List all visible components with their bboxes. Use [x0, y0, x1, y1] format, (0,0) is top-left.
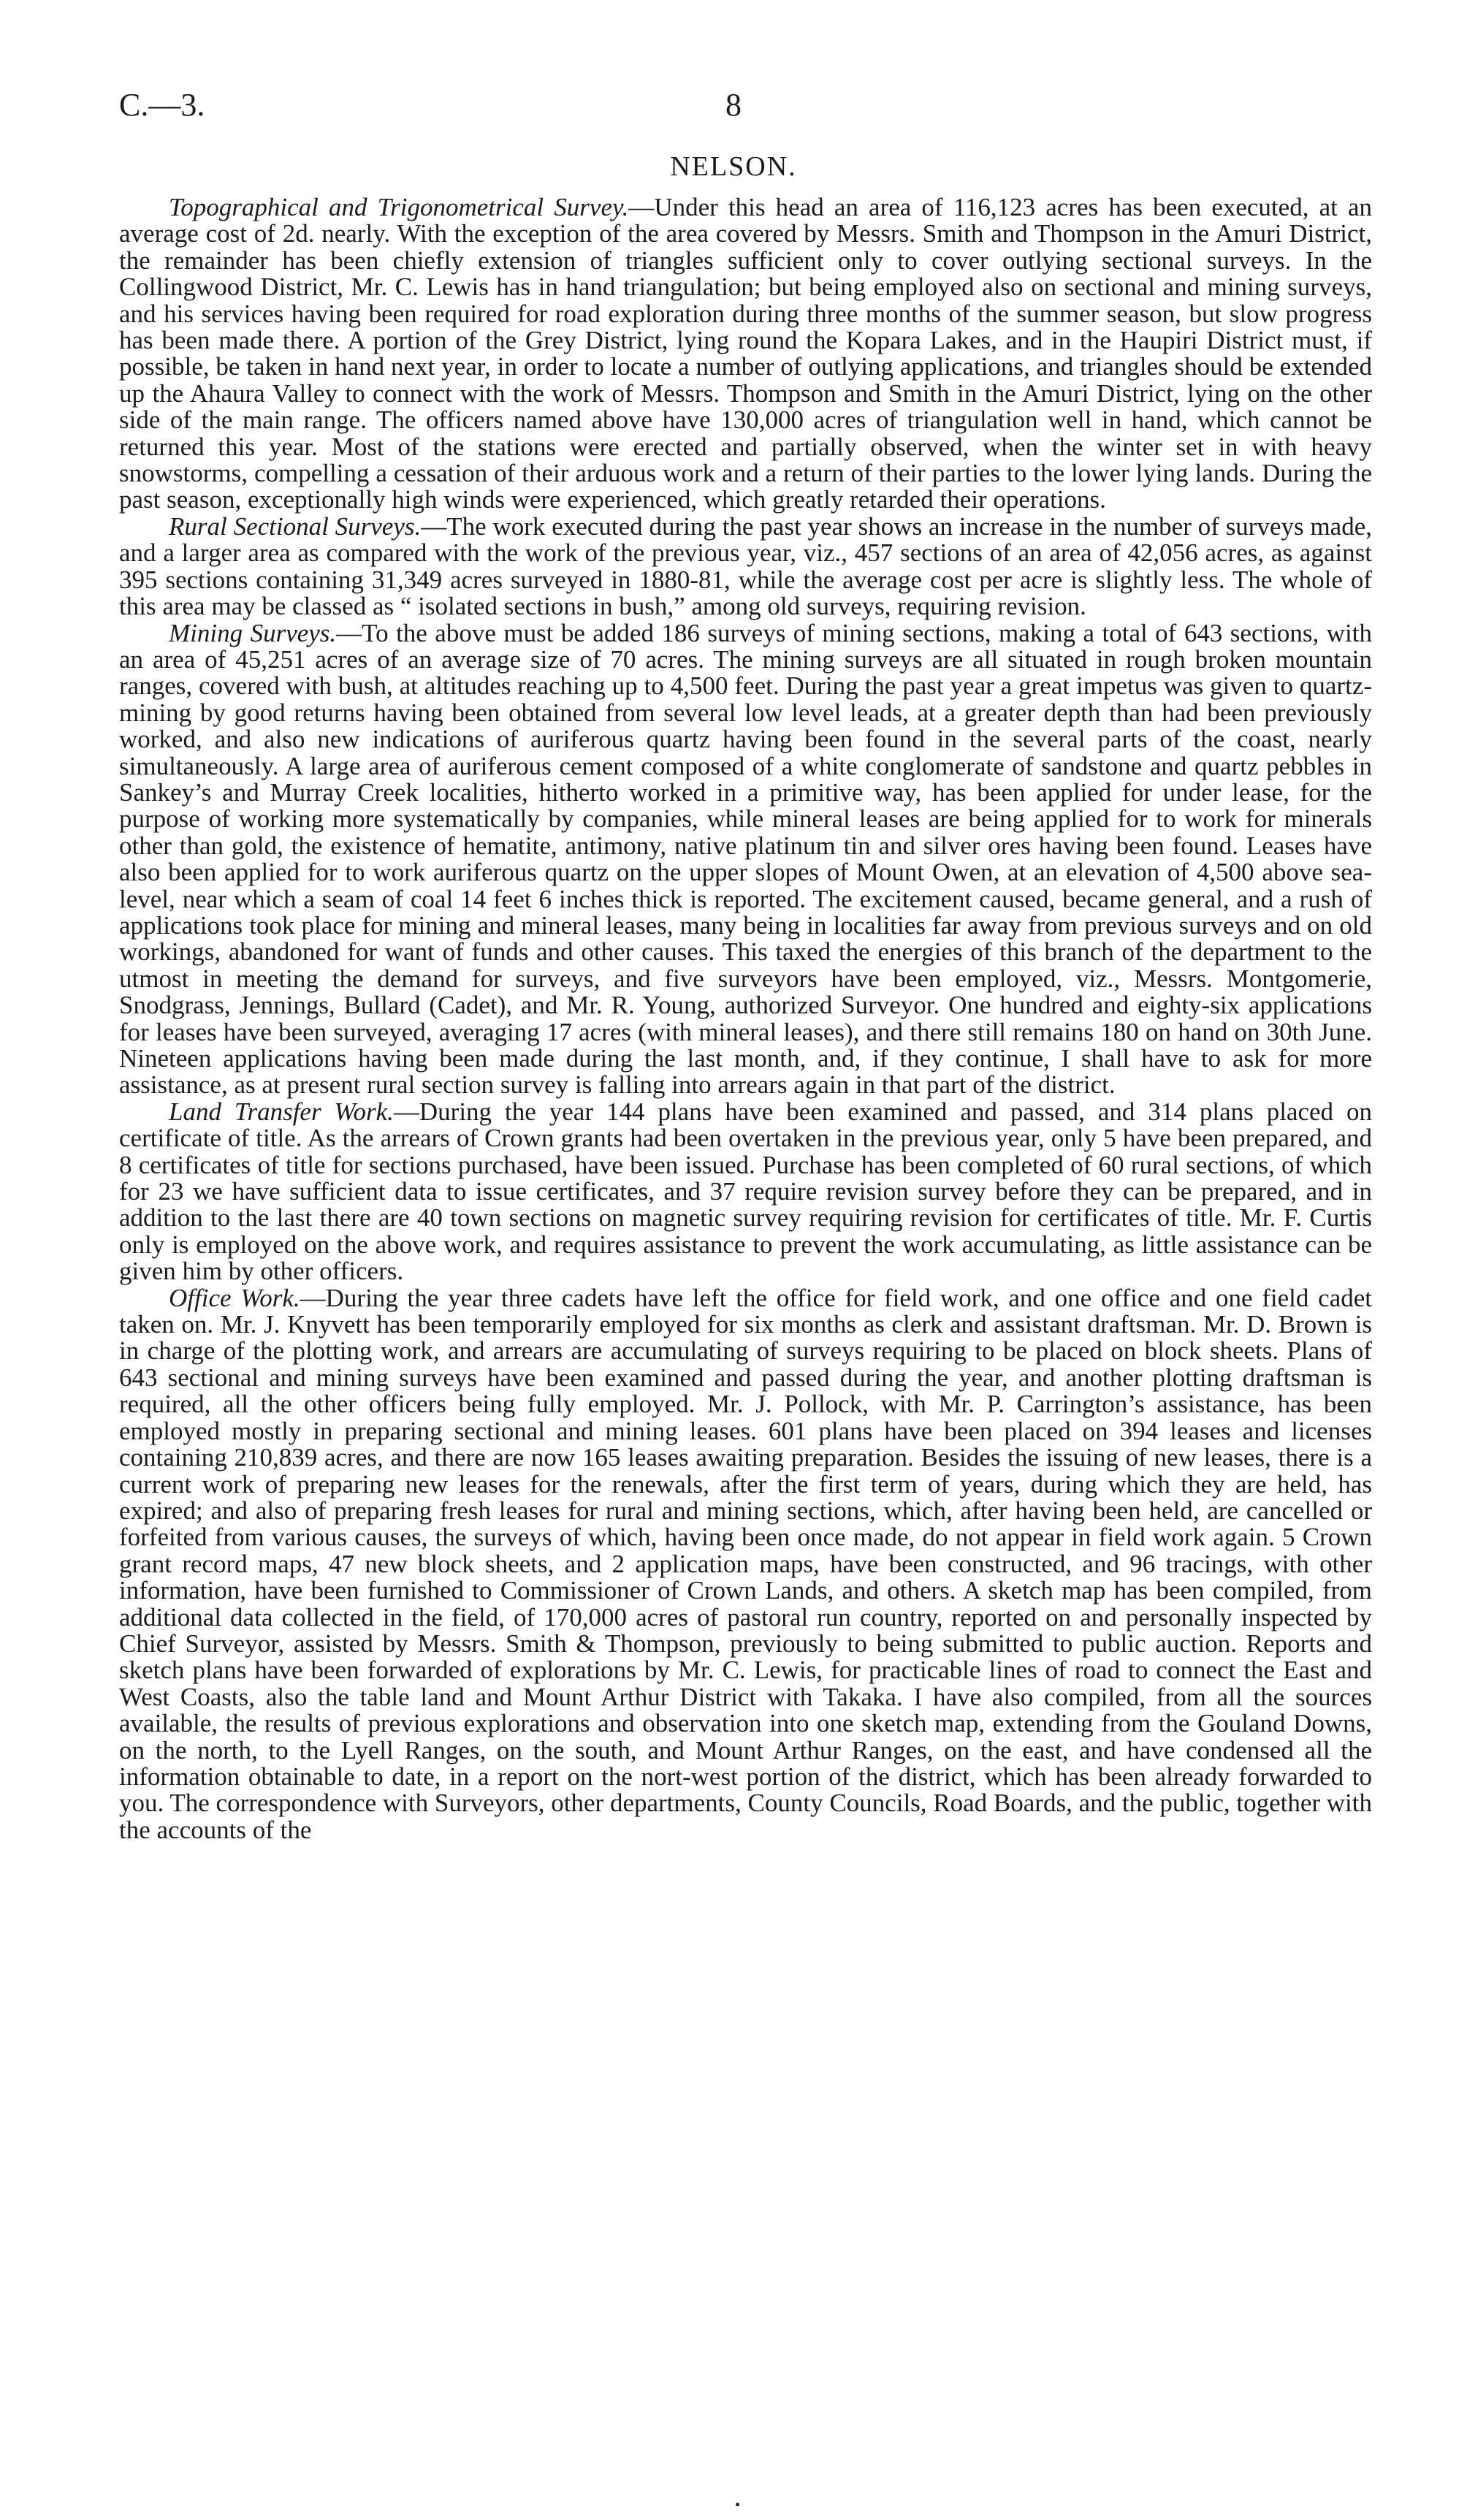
paragraph-lead: Land Transfer Work.	[169, 1097, 394, 1126]
page-header	[0, 86, 1467, 130]
paragraph-text: —During the year 144 plans have been examined and passed, and 314 plans placed on certificate of title. As the arrears of Crown grants had been overtaken in the previous year, only 5 have been prepared, and 8 certificates of title for sections purchased, have been issued. Purchase has been completed of 60 rural sections, of which for 23 we have sufficient data to issue certificates, and 37 require revision survey before they can be prepared, and in addition to the last there are 40 town sections on magnetic survey requiring revision for certificates of title. Mr. F. Curtis only is employed on the above work, and requires assistance to prevent the work accumulating, as little assistance can be given him by other officers.	[119, 1097, 1373, 1286]
paragraph-lead: Topographical and Trigonometrical Survey.	[169, 193, 629, 221]
paragraph-land-transfer-work	[119, 1099, 1372, 1285]
paragraph-text: —To the above must be added 186 surveys of mining sections, making a total of 643 sections, with an area of 45,251 acres of an average size of 70 acres. The mining surveys are all situated in rough broken mountain ranges, covered with bush, at altitudes reaching up to 4,500 feet. During the past year a great impetus was given to quartz-mining by good returns having been obtained from several low level leads, at a greater depth than had been previously worked, and also new indications of auriferous quartz having been found in the several parts of the coast, nearly simultaneously. A large area of auriferous cement composed of a white conglomerate of sandstone and quartz pebbles in Sankey’s and Murray Creek localities, hitherto worked in a primitive way, has been applied for under lease, for the purpose of working more systematically by companies, while mineral leases are being applied for to work for minerals other than gold, the existence of hematite, antimony, native platinum tin and silver ores having been found. Leases have also been applied for to work auriferous quartz on the upper slopes of Mount Owen, at an elevation of 4,500 above sea-level, near which a seam of coal 14 feet 6 inches thick is reported. The excitement caused, became general, and a rush of applications took place for mining and mineral leases, many being in localities far away from previous surveys and on old workings, abandoned for want of funds and other causes. This taxed the energies of this branch of the department to the utmost in meeting the demand for surveys, and five surveyors have been employed, viz., Messrs. Montgomerie, Snodgrass, Jennings, Bullard (Cadet), and Mr. R. Young, authorized Surveyor. One hundred and eighty-six applications for leases have been surveyed, averaging 17 acres (with mineral leases), and there still remains 180 on hand on 30th June. Nineteen applications having been made during the last month, and, if they continue, I shall have to ask for more assistance, as at present rural section survey is falling into arrears again in that part of the district.	[119, 618, 1372, 1100]
paragraph-topographical-survey	[119, 194, 1372, 514]
body-text	[119, 194, 1372, 1843]
paragraph-mining-surveys	[119, 620, 1372, 1099]
section-heading: NELSON.	[670, 151, 797, 182]
footer-mark: •	[735, 2497, 741, 2513]
paragraph-lead: Office Work.	[169, 1283, 300, 1312]
paragraph-lead: Rural Sectional Surveys.	[169, 511, 422, 541]
paragraph-lead: Mining Surveys.	[169, 618, 337, 647]
paragraph-rural-sectional-surveys	[119, 511, 1373, 621]
paragraph-text: —Under this head an area of 116,123 acres has been executed, at an average cost of 2d. nearly. With the exception of the area covered by Messrs. Smith and Thompson in the Amuri District, the remainder has been chiefly extension of triangles sufficient only to cover outlying sectional surveys. In the Collingwood District, Mr. C. Lewis has in hand triangulation; but being employed also on sectional and mining surveys, and his services having been required for road exploration during three months of the summer season, but slow progress has been made there. A portion of the Grey District, lying round the Kopara Lakes, and in the Haupiri District must, if possible, be taken in hand next year, in order to locate a number of outlying applications, and triangles should be extended up the Ahaura Valley to connect with the work of Messrs. Thompson and Smith in the Amuri District, lying on the other side of the main range. The officers named above have 130,000 acres of triangulation well in hand, which cannot be returned this year. Most of the stations were erected and partially observed, when the winter set in with heavy snowstorms, compelling a cessation of their arduous work and a return of their parties to the lower lying lands. During the past season, exceptionally high winds were experienced, which greatly retarded their operations.	[119, 193, 1373, 514]
page-number: 8	[725, 87, 742, 123]
paragraph-text: —During the year three cadets have left the office for field work, and one office and one field cadet taken on. Mr. J. Knyvett has been temporarily employed for six months as clerk and assistant draftsman. Mr. D. Brown is in charge of the plotting work, and arrears are accumulating of surveys requiring to be placed on block sheets. Plans of 643 sectional and mining surveys have been examined and passed during the year, and another plotting draftsman is required, all the other officers being fully employed. Mr. J. Pollock, with Mr. P. Carrington’s assistance, has been employed mostly in preparing sectional and mining leases. 601 plans have been placed on 394 leases and licenses containing 210,839 acres, and there are now 165 leases awaiting preparation. Besides the issuing of new leases, there is a current work of preparing new leases for the renewals, after the first term of years, during which they are held, has expired; and also of preparing fresh leases for rural and mining sections, which, after having been held, are cancelled or forfeited from various causes, the surveys of which, having been once made, do not appear in field work again. 5 Crown grant record maps, 47 new block sheets, and 2 application maps, have been constructed, and 96 tracings, with other information, have been furnished to Commissioner of Crown Lands, and others. A sketch map has been compiled, from additional data collected in the field, of 170,000 acres of pastoral run country, reported on and personally inspected by Chief Surveyor, assisted by Messrs. Smith & Thompson, previously to being submitted to public auction. Reports and sketch plans have been forwarded of explorations by Mr. C. Lewis, for practicable lines of road to connect the East and West Coasts, also the table land and Mount Arthur District with Takaka. I have also compiled, from all the sources available, the results of previous explorations and observation into one sketch map, extending from the Gouland Downs, on the north, to the Lyell Ranges, on the south, and Mount Arthur Ranges, on the east, and have condensed all the information obtainable to date, in a report on the nort-west portion of the district, which has been already forwarded to you. The correspondence with Surveyors, other departments, County Councils, Road Boards, and the public, together with the accounts of the	[119, 1283, 1372, 1844]
paragraph-office-work	[119, 1285, 1372, 1844]
paragraph-text: —The work executed during the past year shows an increase in the number of surveys made, and a larger area as compared with the work of the previous year, viz., 457 sections of an area of 42,056 acres, as against 395 sections containing 31,349 acres surveyed in 1880-81, while the average cost per acre is slightly less. The whole of this area may be classed as “ isolated sections in bush,” among old surveys, requiring revision.	[119, 511, 1373, 621]
document-reference: C.—3.	[119, 87, 205, 123]
